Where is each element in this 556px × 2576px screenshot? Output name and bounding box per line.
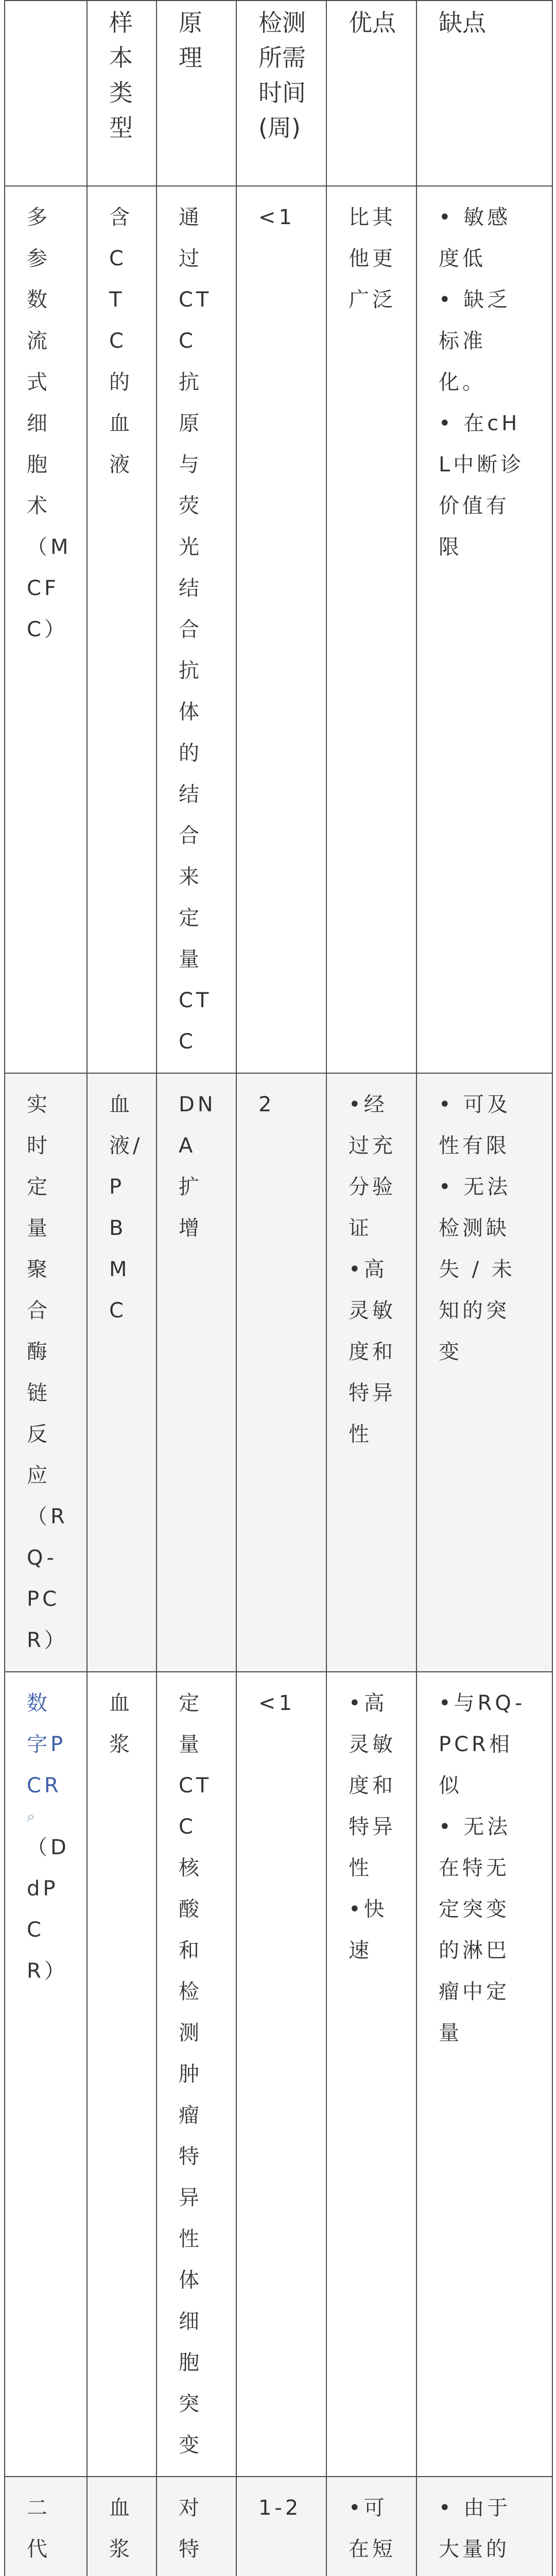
pros-item: •高灵敏度和特异性 [349,1258,396,1446]
table-row [5,1073,552,1672]
sample-cell: 含CTC的血液 [87,186,157,1073]
sample-cell: 血浆 [87,1672,157,2477]
pros-cell [326,1073,416,1672]
header-cons: 缺点 [416,1,552,186]
header-principle: 原理 [157,1,236,186]
cons-item: • 在cHL中断诊价值有限 [439,412,525,559]
method-cell: 多参数流式细胞术（MCFC） [5,186,87,1073]
sample-cell: 血浆 [87,2477,157,2576]
pros-item: •高灵敏度和特异性 [349,1691,396,1880]
principle-cell: 通过CTC抗原与荧光结合抗体的结合来定量CTC [157,186,236,1073]
header-method [5,1,87,186]
method-cell: 二代 [5,2477,87,2576]
header-sample: 样本类型 [87,1,157,186]
header-time: 检测所需时间(周) [236,1,326,186]
cons-cell [416,1073,552,1672]
cons-item: • 敏感度低 [439,206,511,270]
cons-cell [416,186,552,1073]
cons-item: • 缺乏标准化。 [439,288,511,394]
principle-cell: 对特 [157,2477,236,2576]
cons-item: •与RQ-PCR相似 [439,1691,526,1798]
pros-item: •可在短 [349,2496,396,2561]
cons-item: • 可及性有限 [439,1093,511,1158]
time-cell: <1 [236,186,326,1073]
method-rest: （DdPCR） [27,1836,70,1983]
cons-item: • 无法检测缺失 / 未知的突变 [439,1175,515,1364]
cons-cell [416,2477,552,2576]
header-pros: 优点 [326,1,416,186]
time-cell: 1-2 [236,2477,326,2576]
method-link[interactable]: 数字PCR [27,1691,66,1798]
pros-cell [326,1672,416,2477]
method-cell: 实时定量聚合酶链反应（RQ-PCR） [5,1073,87,1672]
table-row [5,1672,552,2477]
cons-item: • 由于大量的 [439,2496,511,2561]
header-row [5,1,552,186]
cons-cell [416,1672,552,2477]
pros-item: •经过充分验证 [349,1093,396,1240]
pros-item: 比其他更广泛 [349,206,396,312]
time-cell: <1 [236,1672,326,2477]
cons-item: • 无法在特无定突变的淋巴瘤中定量 [439,1815,511,2045]
pros-cell [326,186,416,1073]
principle-cell: DNA扩增 [157,1073,236,1672]
principle-cell: 定量CTC核酸和检测肿瘤特异性体细胞突变 [157,1672,236,2477]
pros-cell [326,2477,416,2576]
search-link-icon[interactable]: ⌕ [27,1808,38,1825]
pros-item: •快速 [349,1897,388,1962]
table-row [5,2477,552,2576]
method-cell [5,1672,87,2477]
table-row [5,186,552,1073]
sample-cell: 血液/PBMC [87,1073,157,1672]
time-cell: 2 [236,1073,326,1672]
comparison-table [4,0,553,2576]
